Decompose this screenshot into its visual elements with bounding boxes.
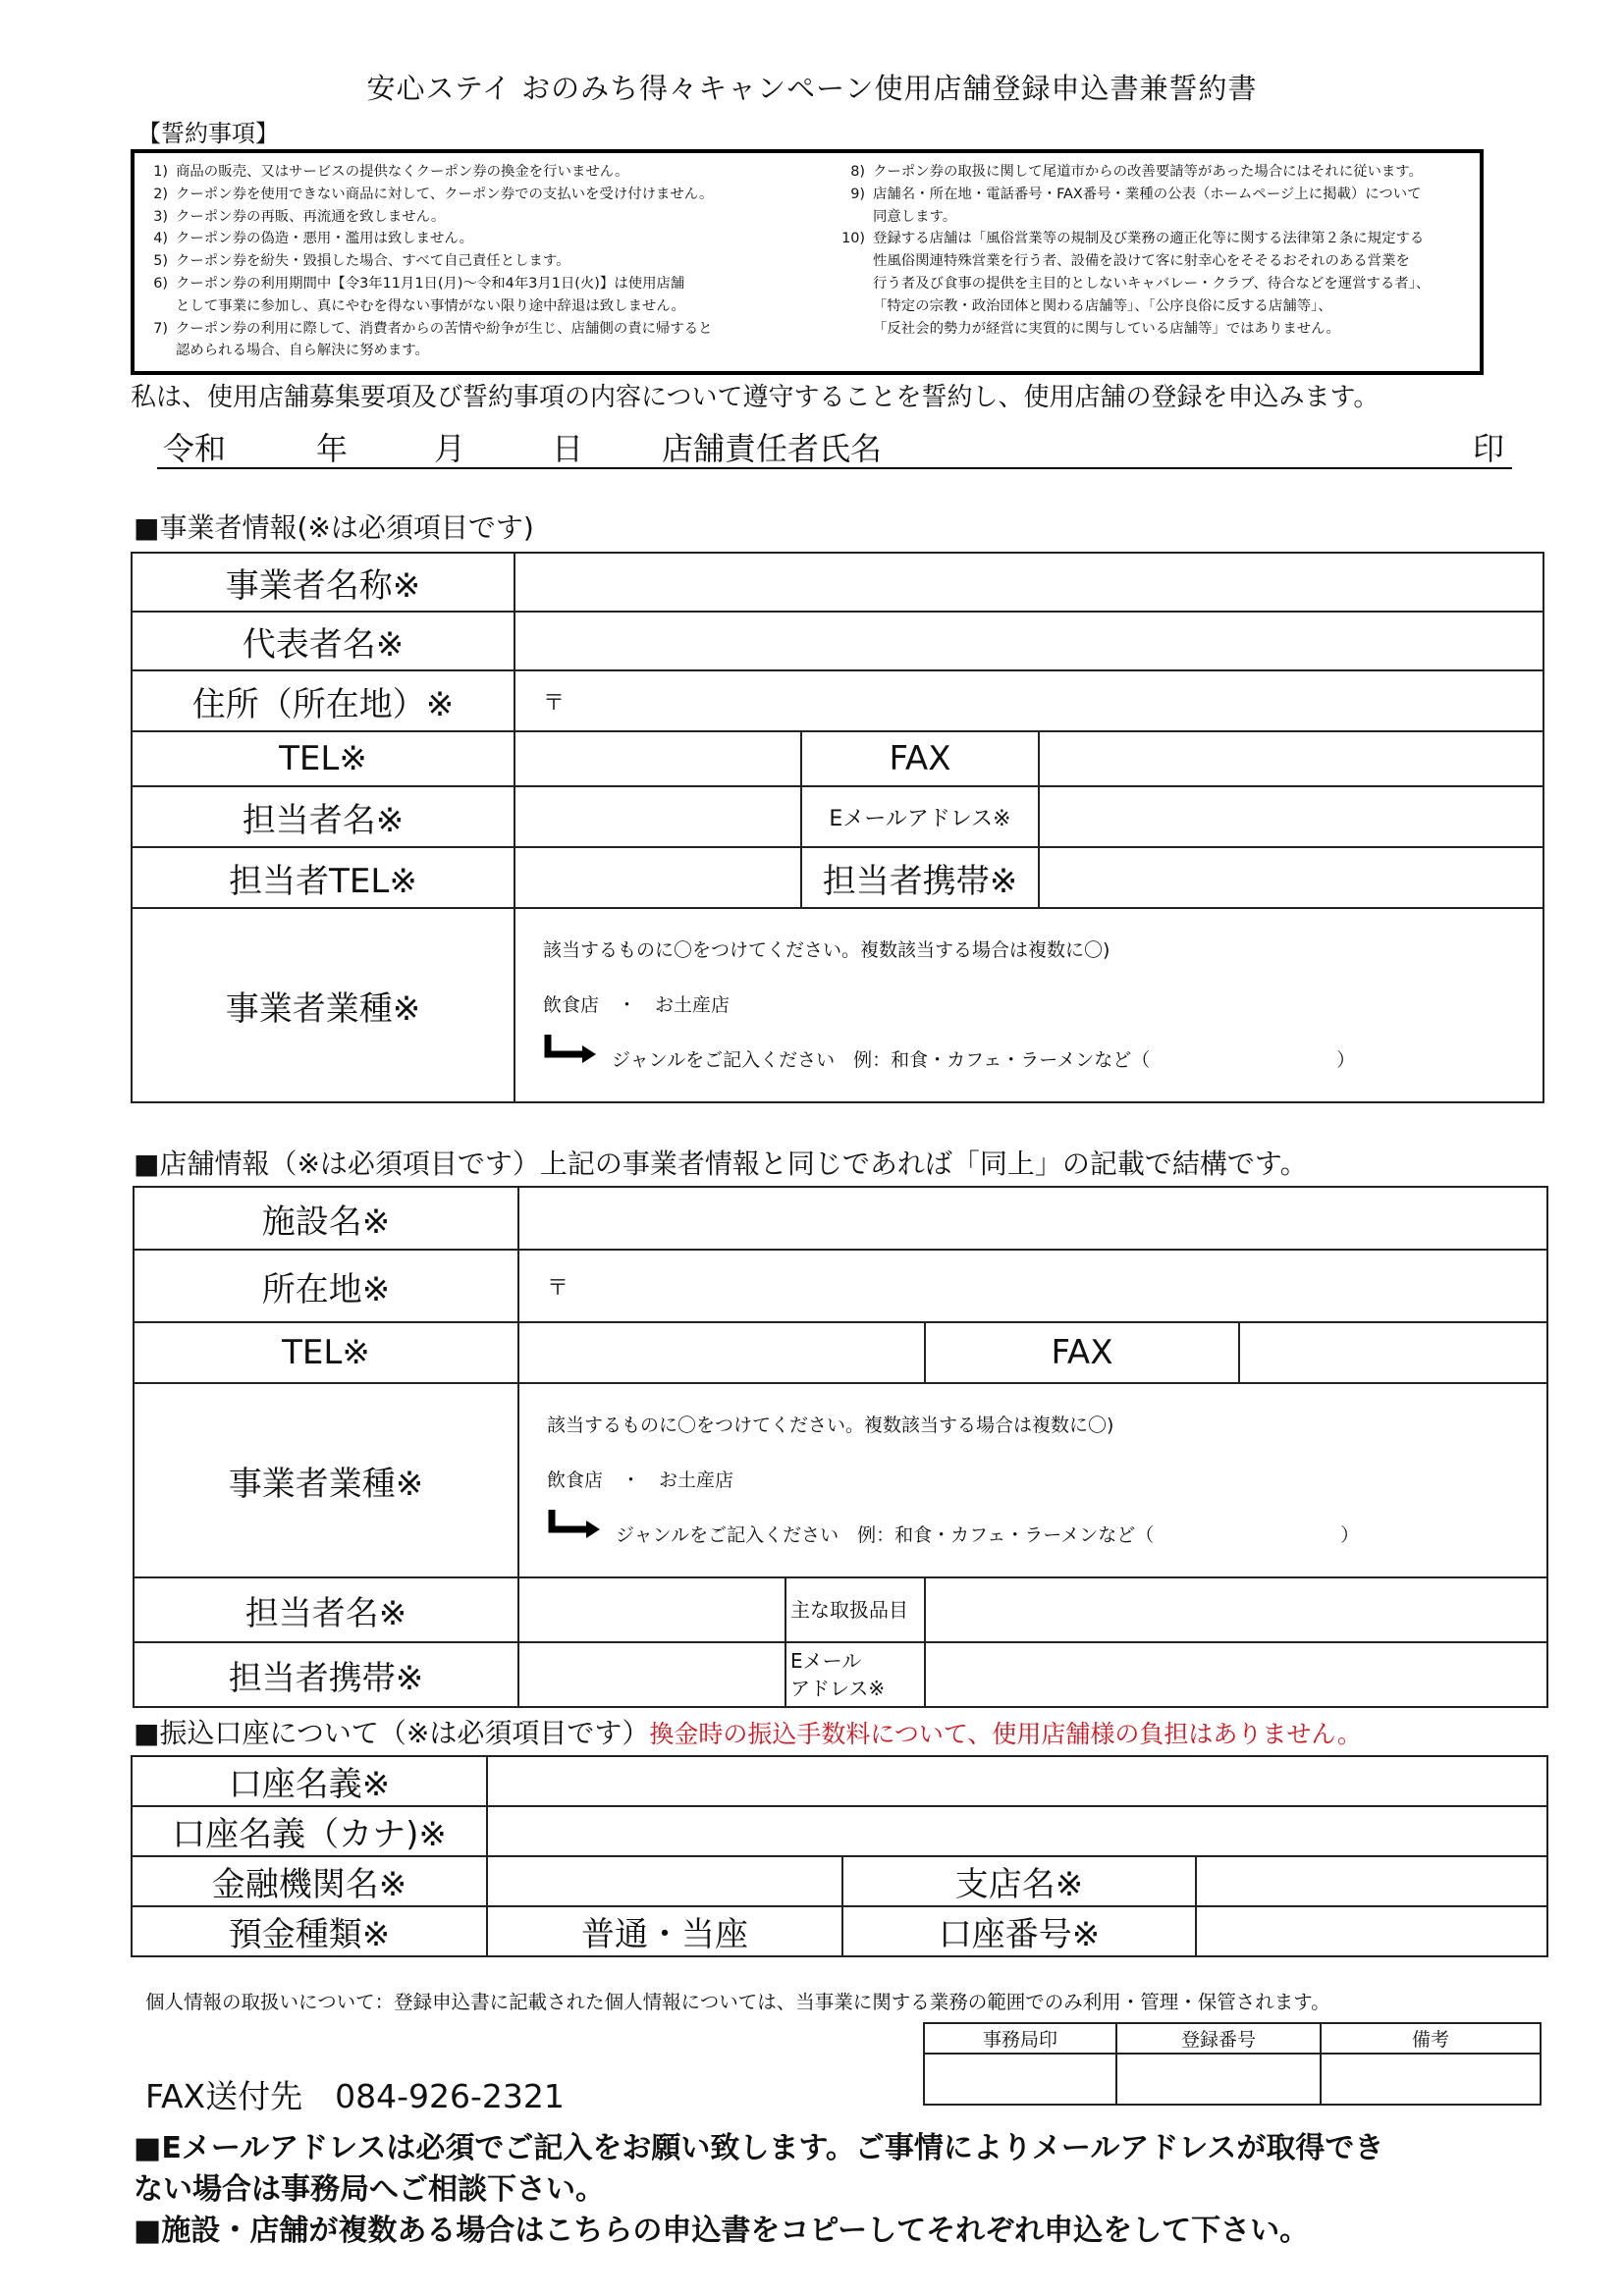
- store-genre-note[interactable]: ジャンルをご記入ください 例：和食・カフェ・ラーメンなど（ ）: [616, 1524, 1360, 1546]
- industry-options[interactable]: 飲食店 ・ お土産店: [543, 994, 731, 1016]
- industry-field[interactable]: [514, 908, 1543, 1102]
- representative-label: 代表者名※: [132, 612, 514, 670]
- contact-name-field[interactable]: [514, 786, 801, 847]
- email-required-note-cont: ない場合は事務局へご相談下さい。: [134, 2172, 605, 2207]
- multiple-stores-note: ■施設・店舗が複数ある場合はこちらの申込書をコピーしてそれぞれ申込をして下さい。: [134, 2214, 1310, 2248]
- era-label: 令和: [163, 430, 227, 467]
- email-label: Eメールアドレス※: [801, 786, 1039, 847]
- deposit-type-options[interactable]: 普通・当座: [487, 1906, 842, 1956]
- institution-label: 金融機関名※: [132, 1856, 487, 1906]
- fax-destination: FAX送付先 084-926-2321: [145, 2077, 565, 2115]
- pledge-item: 2) クーポン券を使用できない商品に対して、クーポン券での支払いを受け付けません。: [153, 186, 714, 202]
- institution-field[interactable]: [487, 1856, 842, 1906]
- store-industry-label: 事業者業種※: [134, 1383, 518, 1577]
- tel-label: TEL※: [132, 731, 514, 786]
- pledge-box: [131, 149, 1484, 375]
- contact-tel-label: 担当者TEL※: [132, 847, 514, 908]
- pledge-item: 7) クーポン券の利用に際して、消費者からの苦情や紛争が生じ、店舗側の責に帰すると 認められる場合、自ら解決に努めます。: [153, 320, 713, 359]
- genre-row: [543, 1033, 1515, 1088]
- store-fax-label: FAX: [925, 1322, 1239, 1383]
- branch-field[interactable]: [1196, 1856, 1547, 1906]
- business-name-label: 事業者名称※: [132, 553, 514, 612]
- email-field[interactable]: [1039, 786, 1543, 847]
- store-mobile-field[interactable]: [518, 1642, 785, 1707]
- genre-note[interactable]: ジャンルをご記入ください 例：和食・カフェ・ラーメンなど（ ）: [612, 1049, 1356, 1071]
- bank-table: [131, 1755, 1548, 1957]
- main-items-field[interactable]: [925, 1577, 1547, 1642]
- pledge-item: 6) クーポン券の利用期間中【令3年11月1日(月)～令和4年3月1日(火)】は使用店舗 として事業に参加し、真にやむを得ない事情がない限り途中辞退は致しません。: [153, 275, 685, 314]
- pledge-left-column: [135, 161, 812, 362]
- store-contact-field[interactable]: [518, 1577, 785, 1642]
- main-items-label: 主な取扱品目: [785, 1577, 925, 1642]
- postal-mark: 〒: [543, 690, 566, 716]
- account-holder-kana-label: 口座名義（カナ)※: [132, 1806, 487, 1856]
- closing-notes: [134, 2128, 1383, 2252]
- oath-statement: 私は、使用店舗募集要項及び誓約事項の内容について遵守することを誓約し、使用店舗の登録を申込みます。: [131, 383, 1380, 412]
- contact-name-label: 担当者名※: [132, 786, 514, 847]
- pledge-item: 9) 店舗名・所在地・電話番号・FAX番号・業種の公表（ホームページ上に掲載）について 同意します。: [850, 186, 1422, 225]
- store-tel-field[interactable]: [518, 1322, 925, 1383]
- address-field[interactable]: [514, 670, 1543, 731]
- pledge-heading: 【誓約事項】: [137, 120, 279, 147]
- pledge-item: 5) クーポン券を紛失・毀損した場合、すべて自己責任とします。: [153, 253, 570, 270]
- business-section-heading: ■事業者情報(※は必須項目です): [134, 511, 534, 544]
- account-holder-label: 口座名義※: [132, 1756, 487, 1806]
- account-holder-kana-field[interactable]: [487, 1806, 1547, 1856]
- contact-tel-field[interactable]: [514, 847, 801, 908]
- fax-label: FAX: [801, 731, 1039, 786]
- bank-section-heading: [134, 1712, 1362, 1751]
- office-seal-header: 事務局印: [924, 2023, 1116, 2054]
- facility-name-label: 施設名※: [134, 1187, 518, 1250]
- remarks-cell: [1321, 2054, 1541, 2105]
- store-info-table: [133, 1186, 1548, 1708]
- fax-field[interactable]: [1039, 731, 1543, 786]
- postal-mark: 〒: [547, 1275, 569, 1301]
- store-email-label: Eメール アドレス※: [785, 1642, 925, 1707]
- office-seal-cell: [924, 2054, 1116, 2105]
- pledge-right-column: [832, 161, 1480, 340]
- deposit-type-label: 預金種類※: [132, 1906, 487, 1956]
- day-label: 日: [552, 430, 584, 467]
- branch-label: 支店名※: [842, 1856, 1196, 1906]
- pledge-item: 10) 登録する店舗は「風俗営業等の規制及び業務の適正化等に関する法律第２条に規定する 性風俗関連特殊営業を行う者、設備を設けて客に射幸心をそそるおそれのある営業を 行う者及び食事の提供を主目的としないキャバレー・クラブ、待合などを運営する者」、 「特定の宗教・政治団体と関わる店舗等」、「公序良俗に反する店舗等」、 「反社会的勢力が経営に実質的に関与している店舗等」ではありません。: [841, 231, 1431, 337]
- store-section-heading: ■店舗情報（※は必須項目です）上記の事業者情報と同じであれば「同上」の記載で結構です。: [134, 1148, 1308, 1180]
- registration-number-cell: [1116, 2054, 1321, 2105]
- seal-label: 印: [1473, 430, 1505, 467]
- store-genre-row: [547, 1508, 1519, 1563]
- manager-name-label: 店舗責任者氏名: [662, 430, 883, 467]
- store-location-label: 所在地※: [134, 1250, 518, 1322]
- store-industry-note: 該当するものに〇をつけてください。複数該当する場合は複数に〇): [547, 1415, 1114, 1436]
- store-location-field[interactable]: [518, 1250, 1547, 1322]
- year-label: 年: [316, 430, 349, 467]
- pledge-item: 4) クーポン券の偽造・悪用・濫用は致しません。: [153, 231, 474, 247]
- email-required-note: ■Eメールアドレスは必須でご記入をお願い致します。ご事情によりメールアドレスが取得でき: [134, 2131, 1384, 2165]
- bank-heading-text: ■振込口座について（※は必須項目です）: [134, 1717, 650, 1749]
- tel-field[interactable]: [514, 731, 801, 786]
- representative-field[interactable]: [514, 612, 1543, 670]
- facility-name-field[interactable]: [518, 1187, 1547, 1250]
- store-fax-field[interactable]: [1239, 1322, 1547, 1383]
- mobile-field[interactable]: [1039, 847, 1543, 908]
- business-name-field[interactable]: [514, 553, 1543, 612]
- store-industry-field[interactable]: [518, 1383, 1547, 1577]
- account-holder-field[interactable]: [487, 1756, 1547, 1806]
- signature-line[interactable]: [157, 424, 1512, 469]
- privacy-note: 個人情報の取扱いについて：登録申込書に記載された個人情報については、当事業に関する業務の範囲でのみ利用・管理・保管されます。: [145, 1991, 1330, 2013]
- bent-arrow-icon: [543, 1033, 600, 1088]
- store-contact-label: 担当者名※: [134, 1577, 518, 1642]
- account-number-label: 口座番号※: [842, 1906, 1196, 1956]
- industry-label: 事業者業種※: [132, 908, 514, 1102]
- form-title: 安心ステイ おのみち得々キャンペーン使用店舗登録申込書兼誓約書: [366, 72, 1258, 105]
- store-tel-label: TEL※: [134, 1322, 518, 1383]
- business-info-table: [131, 552, 1544, 1103]
- store-email-field[interactable]: [925, 1642, 1547, 1707]
- bank-fee-note: 換金時の振込手数料について、使用店舗様の負担はありません。: [649, 1720, 1362, 1748]
- pledge-item: 3) クーポン券の再販、再流通を致しません。: [153, 208, 446, 225]
- remarks-header: 備考: [1321, 2023, 1541, 2054]
- bent-arrow-icon: [547, 1508, 604, 1563]
- address-label: 住所（所在地）※: [132, 670, 514, 731]
- office-use-table: [923, 2022, 1542, 2106]
- registration-number-header: 登録番号: [1116, 2023, 1321, 2054]
- industry-note: 該当するものに〇をつけてください。複数該当する場合は複数に〇): [543, 939, 1110, 961]
- pledge-item: 1) 商品の販売、又はサービスの提供なくクーポン券の換金を行いません。: [153, 164, 629, 180]
- account-number-field[interactable]: [1196, 1906, 1547, 1956]
- month-label: 月: [434, 430, 466, 467]
- store-mobile-label: 担当者携帯※: [134, 1642, 518, 1707]
- store-industry-options[interactable]: 飲食店 ・ お土産店: [547, 1469, 734, 1491]
- mobile-label: 担当者携帯※: [801, 847, 1039, 908]
- pledge-item: 8) クーポン券の取扱に関して尾道市からの改善要請等があった場合にはそれに従います。: [850, 164, 1423, 180]
